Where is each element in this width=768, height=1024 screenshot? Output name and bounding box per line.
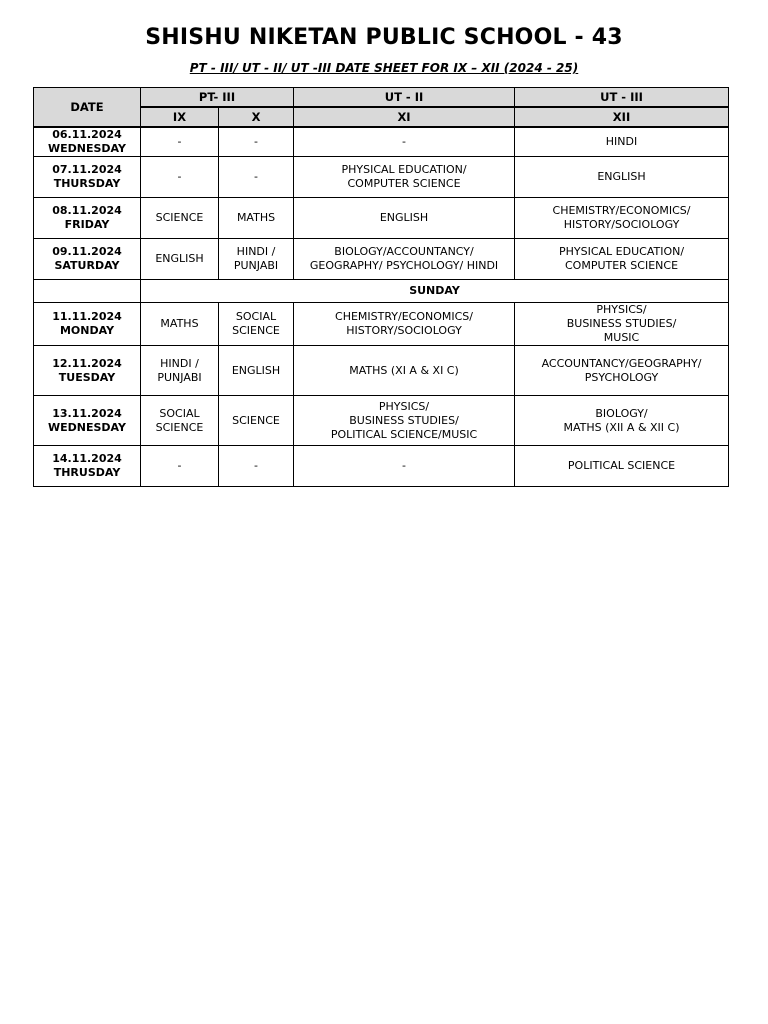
subject-text: SOCIAL [235, 310, 277, 323]
date-sheet-table [33, 87, 729, 487]
subject-text: SCIENCE [232, 324, 280, 337]
class-xi-subject-cell [294, 396, 515, 446]
subject-text: PSYCHOLOGY [584, 370, 659, 384]
exam-weekday: WEDNESDAY [48, 141, 126, 155]
class-ix-subject-cell [141, 396, 219, 446]
subject-text: POLITICAL SCIENCE [567, 459, 676, 472]
subject-text: SOCIAL [159, 406, 200, 420]
subject-text: BIOLOGY/ACCOUNTANCY/ [334, 245, 474, 258]
class-xii-subject-cell [515, 127, 729, 157]
subject-text: COMPUTER SCIENCE [564, 259, 679, 272]
school-title: SHISHU NIKETAN PUBLIC SCHOOL - 43 [145, 25, 623, 50]
subject-text: PUNJABI [233, 259, 279, 272]
subject-text: HISTORY/SOCIOLOGY [346, 324, 462, 337]
class-x-subject-cell [219, 346, 294, 396]
date-cell [34, 198, 141, 239]
class-xi-subject-cell [294, 303, 515, 346]
subject-text: SCIENCE [155, 420, 204, 434]
subject-text: COMPUTER SCIENCE [347, 177, 461, 190]
class-x-header: X [219, 107, 294, 127]
class-x-subject-cell [219, 303, 294, 346]
date-cell [34, 346, 141, 396]
exam-date: 12.11.2024 [52, 356, 122, 370]
exam-weekday: TUESDAY [58, 370, 116, 384]
holiday-row [34, 280, 729, 303]
exam-date: 13.11.2024 [52, 406, 122, 420]
exam-date: 09.11.2024 [52, 245, 122, 258]
subject-text: MATHS [160, 317, 199, 330]
sheet-subtitle: PT - III/ UT - II/ UT -III DATE SHEET FOR IX – XII (2024 - 25) [189, 61, 579, 75]
subject-text: - [177, 134, 182, 148]
class-xi-subject-cell [294, 198, 515, 239]
subject-text: ACCOUNTANCY/GEOGRAPHY/ [541, 356, 702, 370]
subject-text: PHYSICAL EDUCATION/ [341, 163, 467, 176]
subject-text: HINDI [605, 134, 638, 148]
exam-date: 11.11.2024 [52, 310, 122, 323]
date-cell [34, 127, 141, 157]
subject-text: SCIENCE [232, 413, 280, 427]
subject-text: BUSINESS STUDIES/ [566, 317, 677, 330]
table-row [34, 346, 729, 396]
subject-text: MATHS [236, 211, 276, 224]
subject-text: PHYSICAL EDUCATION/ [558, 245, 685, 258]
class-xii-subject-cell [515, 198, 729, 239]
exam-date: 08.11.2024 [52, 204, 122, 217]
exam-weekday: FRIDAY [64, 218, 110, 231]
table-row [34, 446, 729, 487]
class-ix-subject-cell [141, 157, 219, 198]
exam-date: 06.11.2024 [52, 127, 122, 141]
subject-text: PUNJABI [157, 370, 202, 384]
subject-text: MUSIC [603, 331, 640, 344]
subject-text: - [254, 170, 258, 183]
class-xi-subject-cell [294, 346, 515, 396]
table-row [34, 198, 729, 239]
class-xii-subject-cell [515, 157, 729, 198]
subject-text: HINDI / [236, 245, 276, 258]
date-cell [34, 396, 141, 446]
subject-text: HISTORY/SOCIOLOGY [563, 218, 680, 231]
subject-text: ENGLISH [379, 211, 429, 224]
class-ix-subject-cell [141, 303, 219, 346]
table-row [34, 239, 729, 280]
class-x-subject-cell [219, 127, 294, 157]
class-xii-subject-cell [515, 239, 729, 280]
date-sheet-body [34, 127, 729, 487]
table-row [34, 127, 729, 157]
class-ix-subject-cell [141, 198, 219, 239]
class-x-subject-cell [219, 198, 294, 239]
class-xi-subject-cell [294, 127, 515, 157]
subject-text: BIOLOGY/ [595, 406, 648, 420]
class-xi-header: XI [294, 107, 515, 127]
class-xi-subject-cell [294, 446, 515, 487]
subject-text: ENGLISH [155, 252, 204, 265]
table-row [34, 303, 729, 346]
table-row [34, 396, 729, 446]
exam-weekday: THRUSDAY [53, 466, 121, 479]
class-ix-subject-cell [141, 346, 219, 396]
subject-text: - [177, 170, 182, 183]
class-xii-subject-cell [515, 303, 729, 346]
subject-text: BUSINESS STUDIES/ [349, 413, 459, 427]
class-xii-header: XII [515, 107, 729, 127]
class-ix-subject-cell [141, 127, 219, 157]
subject-text: MATHS (XII A & XII C) [563, 420, 680, 434]
ut3-group-header: UT - III [515, 88, 729, 107]
class-x-subject-cell [219, 239, 294, 280]
subject-text: HINDI / [160, 356, 199, 370]
class-xii-subject-cell [515, 446, 729, 487]
subject-text: - [177, 459, 182, 472]
subject-text: ENGLISH [231, 363, 281, 377]
subject-text: - [254, 134, 258, 148]
subject-text: CHEMISTRY/ECONOMICS/ [335, 310, 473, 323]
exam-date: 14.11.2024 [52, 452, 122, 465]
subject-text: - [402, 134, 406, 148]
exam-date: 07.11.2024 [52, 163, 122, 176]
table-row [34, 157, 729, 198]
date-cell [34, 446, 141, 487]
date-cell [34, 239, 141, 280]
exam-weekday: WEDNESDAY [48, 420, 126, 434]
class-x-subject-cell [219, 157, 294, 198]
class-xi-subject-cell [294, 239, 515, 280]
subject-text: ENGLISH [597, 170, 646, 183]
date-column-header: DATE [34, 88, 141, 127]
exam-weekday: SATURDAY [54, 259, 120, 272]
holiday-label: SUNDAY [141, 280, 729, 303]
class-ix-subject-cell [141, 446, 219, 487]
date-cell [34, 303, 141, 346]
class-x-subject-cell [219, 396, 294, 446]
exam-weekday: MONDAY [59, 324, 115, 337]
subject-text: GEOGRAPHY/ PSYCHOLOGY/ HINDI [309, 259, 499, 272]
empty-date-cell [34, 280, 141, 303]
subject-text: CHEMISTRY/ECONOMICS/ [552, 204, 691, 217]
class-xii-subject-cell [515, 346, 729, 396]
subject-text: SCIENCE [155, 211, 204, 224]
subject-text: PHYSICS/ [378, 399, 430, 413]
subject-text: POLITICAL SCIENCE/MUSIC [330, 427, 478, 441]
pt3-group-header: PT- III [141, 88, 294, 107]
date-cell [34, 157, 141, 198]
ut2-group-header: UT - II [294, 88, 515, 107]
class-ix-subject-cell [141, 239, 219, 280]
class-ix-header: IX [141, 107, 219, 127]
class-xi-subject-cell [294, 157, 515, 198]
class-xii-subject-cell [515, 396, 729, 446]
exam-weekday: THURSDAY [53, 177, 121, 190]
subject-text: - [254, 459, 258, 472]
subject-text: PHYSICS/ [596, 303, 647, 316]
subject-text: MATHS (XI A & XI C) [349, 363, 459, 377]
class-x-subject-cell [219, 446, 294, 487]
subject-text: - [402, 459, 406, 472]
